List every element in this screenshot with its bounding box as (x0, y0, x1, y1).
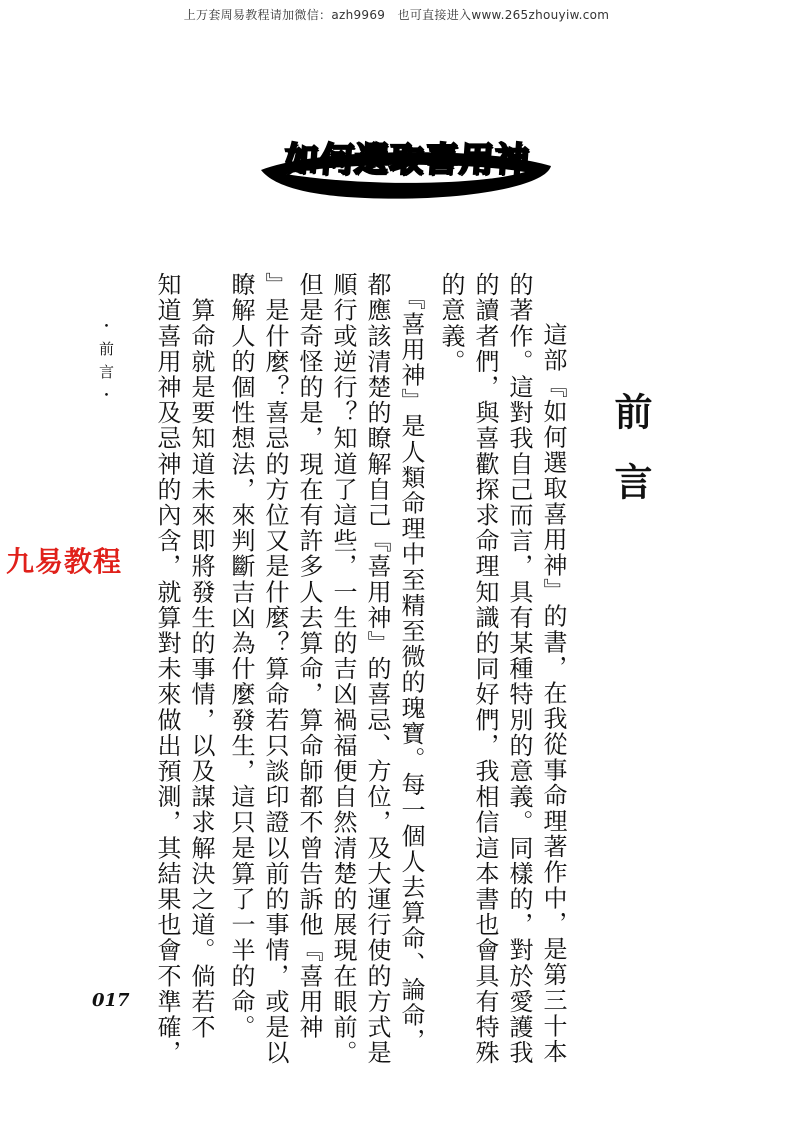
body-column-5: 『喜用神』是人類命理中至精至微的瑰寶。每一個人去算命、論命， (397, 272, 425, 1054)
body-column-7: 順行或逆行？知道了這些，一生的吉凶禍福便自然清楚的展現在眼前。 (329, 272, 357, 1066)
body-column-8: 但是奇怪的是，現在有許多人去算命，算命師都不曾告訴他『喜用神 (295, 272, 323, 1040)
body-column-12: 知道喜用神及忌神的內含，就算對未來做出預測，其結果也會不準確， (153, 272, 181, 1066)
brand-stamp: 九易教程 (6, 545, 123, 578)
book-title: 如何選取喜用神 (282, 140, 531, 180)
body-column-4: 的意義。 (437, 272, 465, 375)
body-column-10: 瞭解人的個性想法，來判斷吉凶為什麼發生，這只是算了一半的命。 (227, 272, 255, 1040)
preface-heading: 前言 (608, 392, 653, 532)
body-column-6: 都應該清楚的瞭解自己『喜用神』的喜忌、方位，及大運行使的方式是 (363, 272, 391, 1066)
page-number: 017 (92, 990, 130, 1011)
body-column-3: 的讀者們，與喜歡探求命理知識的同好們，我相信這本書也會具有特殊 (471, 272, 499, 1066)
body-column-9: 』是什麼？喜忌的方位又是什麼？算命若只談印證以前的事情，或是以 (261, 272, 289, 1066)
watermark-header: 上万套周易教程请加微信：azh9969 也可直接进入www.265zhouyiw.com (183, 8, 610, 22)
running-header: ・前言・ (97, 318, 115, 410)
body-column-2: 的著作。這對我自己而言，具有某種特別的意義。同樣的，對於愛護我 (505, 272, 533, 1066)
title-banner (255, 118, 555, 208)
body-column-1: 這部『如何選取喜用神』的書，在我從事命理著作中，是第三十本 (539, 322, 567, 1065)
body-column-11: 算命就是要知道未來即將發生的事情，以及謀求解決之道。倘若不 (187, 272, 215, 1040)
